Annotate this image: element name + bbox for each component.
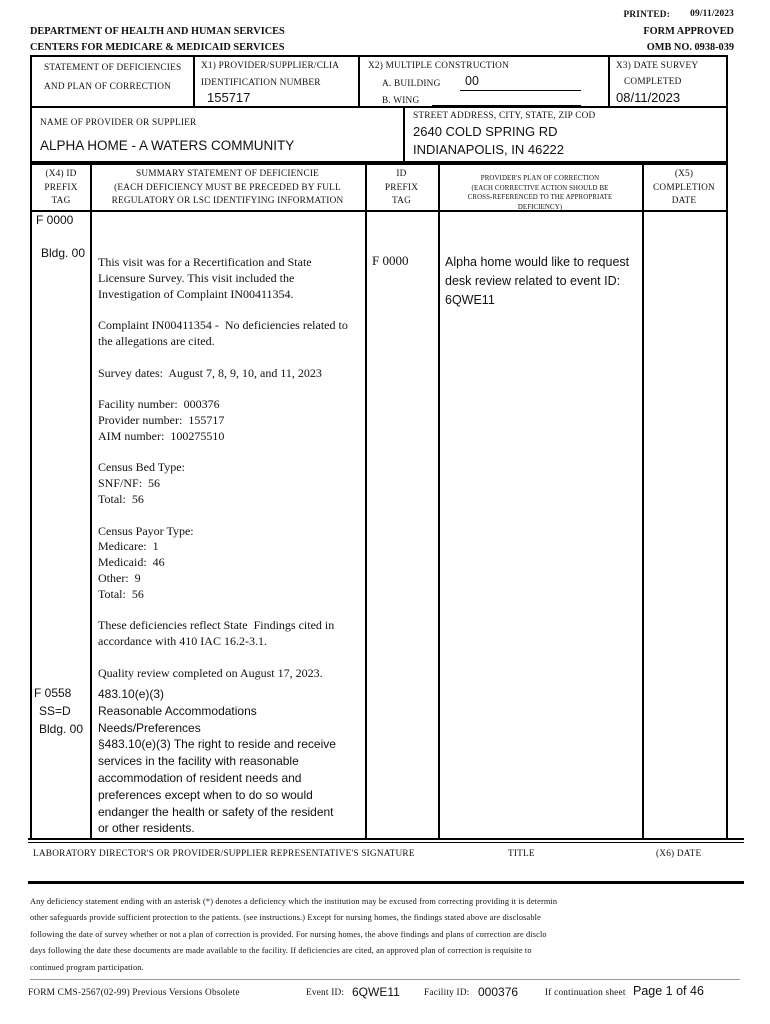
- statement-label-line2: AND PLAN OF CORRECTION: [44, 82, 172, 92]
- x1-label-line1: X1) PROVIDER/SUPPLIER/CLIA: [201, 61, 340, 71]
- column-divider-4: [642, 165, 644, 838]
- event-id-value: 6QWE11: [352, 985, 400, 999]
- summary-statement-text: This visit was for a Recertification and State Licensure Survey. This visit included the Investigation of Complaint IN00411354. Complaint IN00411354 - No deficiencies related to the allegations are cited. Survey dates: August 7, 8, 9, 10, and 11, 2023 Facility number: 000376 Provider number: 155717 AIM number: 100275510 Census Bed Type: SNF/NF: 56 Total: 56 Census Payor Type: Medicare: 1 Medicaid: 46 Other: 9 Total: 56 These deficiencies reflect State Findings cited in accordance with 410 IAC 16.2-3.1. Quality review completed on August 17, 2023.: [98, 255, 348, 680]
- x3-label-line1: X3) DATE SURVEY: [616, 61, 699, 71]
- tag-f0000-bldg: Bldg. 00: [41, 246, 86, 260]
- department-title: DEPARTMENT OF HEALTH AND HUMAN SERVICES: [30, 26, 285, 37]
- disclaimer-text: Any deficiency statement ending with an asterisk (*) denotes a deficiency which the institution may be excused from correcting providing it is determin other safeguards provide sufficient protection to the patients. (see instructions.) Except for nursing homes, the findings stated above are disclosable following the date of survey whether or not a plan of correction is provided. For nursing homes, the above findings and plans of correction are disclo days following the date these documents are made available to the facility. If deficiencies are cited, an approved plan of correction is requisite to continued program participation.: [30, 897, 558, 972]
- signature-bottom-rule: [28, 881, 744, 884]
- form-number: FORM CMS-2567(02-99) Previous Versions Obsolete: [28, 988, 240, 998]
- continuation-label: If continuation sheet: [545, 988, 626, 998]
- signature-top-rule: [28, 838, 744, 843]
- column-header-id-prefix-tag: ID PREFIX TAG: [384, 169, 419, 206]
- provider-id-value: 155717: [207, 90, 251, 105]
- form-identification-row: [30, 55, 728, 108]
- multiple-construction-cell: [360, 57, 610, 106]
- x2-label: X2) MULTIPLE CONSTRUCTION: [368, 61, 510, 71]
- tag-f0558-scope-severity: SS=D: [39, 704, 71, 718]
- page-indicator: Page 1 of 46: [633, 984, 704, 998]
- building-value: 00: [465, 74, 479, 88]
- street-address-cell: [405, 108, 726, 161]
- provider-name-value: ALPHA HOME - A WATERS COMMUNITY: [40, 138, 295, 153]
- column-header-summary-statement: SUMMARY STATEMENT OF DEFICIENCIE (EACH DEFICIENCY MUST BE PRECEDED BY FULL REGULATORY OR LSC IDENTIFYING INFORMATION: [111, 169, 344, 206]
- building-underline: [460, 90, 581, 91]
- statement-label-line1: STATEMENT OF DEFICIENCIES: [44, 63, 182, 73]
- column-header-plan-of-correction: PROVIDER'S PLAN OF CORRECTION (EACH CORRECTIVE ACTION SHOULD BE CROSS-REFERENCED TO THE APPROPRIATE DEFICIENCY): [467, 175, 613, 211]
- printed-date: 09/11/2023: [690, 9, 734, 19]
- wing-label: B. WING: [382, 96, 420, 106]
- facility-id-label: Facility ID:: [424, 988, 470, 998]
- plan-tag-f0000: F 0000: [372, 253, 409, 268]
- column-header-x4-prefix-tag: (X4) ID PREFIX TAG: [44, 169, 78, 206]
- facility-id-value: 000376: [478, 985, 519, 999]
- tag-f0558: F 0558: [34, 686, 72, 700]
- wing-underline: [432, 105, 581, 106]
- address-line2: INDIANAPOLIS, IN 46222: [413, 142, 565, 157]
- survey-date-value: 08/11/2023: [616, 90, 681, 105]
- omb-number: OMB NO. 0938-039: [646, 42, 734, 53]
- printed-label: PRINTED:: [623, 10, 670, 20]
- date-x6-label: (X6) DATE: [656, 849, 702, 859]
- tag-f0558-bldg: Bldg. 00: [39, 722, 84, 736]
- address-label: STREET ADDRESS, CITY, STATE, ZIP COD: [413, 111, 596, 121]
- statement-of-deficiencies-cell: [32, 57, 195, 106]
- provider-name-label: NAME OF PROVIDER OR SUPPLIER: [40, 118, 197, 128]
- address-line1: 2640 COLD SPRING RD: [413, 124, 558, 139]
- tag-f0000: F 0000: [36, 213, 74, 227]
- column-divider-3: [438, 165, 440, 838]
- x3-label-line2: COMPLETED: [624, 77, 682, 87]
- x1-label-line2: IDENTIFICATION NUMBER: [201, 78, 321, 88]
- regulation-text: 483.10(e)(3) Reasonable Accommodations Needs/Preferences §483.10(e)(3) The right to reside and receive services in the facility with reasonable accommodation of resident needs and preferences except when to do so would endanger the health or safety of the resident or other residents.: [98, 687, 336, 836]
- deficiency-table: [30, 163, 728, 838]
- date-survey-cell: [610, 57, 726, 106]
- provider-name-cell: [32, 108, 405, 161]
- provider-address-row: [30, 108, 728, 163]
- title-label: TITLE: [508, 849, 535, 859]
- column-divider-1: [90, 165, 92, 838]
- column-header-completion-date: (X5) COMPLETION DATE: [653, 169, 715, 206]
- event-id-label: Event ID:: [306, 988, 345, 998]
- signature-label: LABORATORY DIRECTOR'S OR PROVIDER/SUPPLIER REPRESENTATIVE'S SIGNATURE: [33, 849, 415, 859]
- plan-of-correction-text: Alpha home would like to request desk review related to event ID: 6QWE11: [445, 255, 630, 307]
- agency-title: CENTERS FOR MEDICARE & MEDICAID SERVICES: [30, 42, 285, 53]
- building-label: A. BUILDING: [382, 79, 441, 89]
- column-header-row: [32, 165, 726, 212]
- footer-rule: [30, 979, 740, 980]
- form-approved-label: FORM APPROVED: [643, 26, 734, 37]
- provider-id-cell: [195, 57, 360, 106]
- column-divider-2: [365, 165, 367, 838]
